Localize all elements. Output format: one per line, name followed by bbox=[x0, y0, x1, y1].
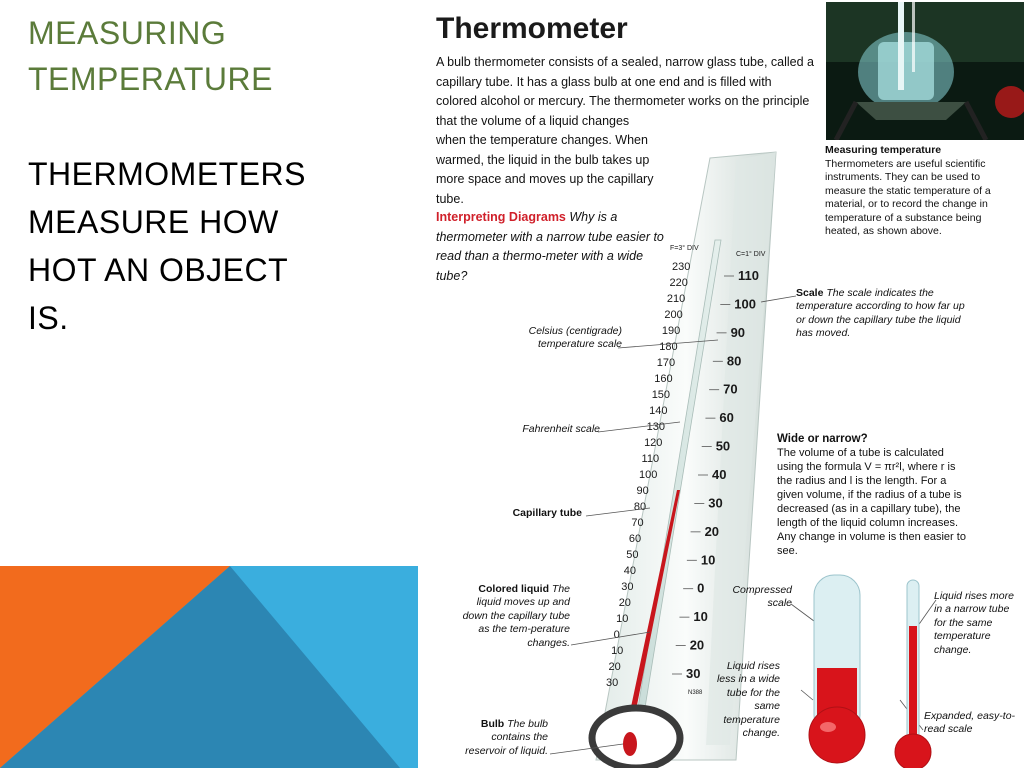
f-tick-label: 30 bbox=[606, 677, 619, 689]
f-tick-label: 140 bbox=[649, 405, 668, 417]
f-tick-label: 200 bbox=[664, 309, 683, 321]
c-tick-label: 20 bbox=[704, 523, 720, 539]
c-tick-label: 30 bbox=[686, 666, 701, 681]
f-tick-label: 230 bbox=[672, 261, 691, 273]
c-tick-label: 60 bbox=[719, 410, 734, 426]
celsius-label: Celsius (centigrade) temperature scale bbox=[528, 325, 622, 351]
f-tick-label: 0 bbox=[613, 629, 620, 641]
slide-body-line-2: MEASURE HOW bbox=[28, 204, 279, 240]
f-tick-label: 10 bbox=[611, 645, 624, 657]
wide-or-narrow-box bbox=[777, 432, 973, 558]
expanded-scale-label: Expanded, easy-to-read scale bbox=[924, 710, 1016, 736]
decorative-triangles bbox=[0, 566, 418, 768]
f-tick-label: 110 bbox=[641, 453, 660, 465]
f-tick-label: 100 bbox=[639, 469, 658, 481]
f-tick-label: 30 bbox=[621, 581, 634, 593]
f-scale-header: F=3° DIV bbox=[670, 245, 699, 252]
intro-paragraph: A bulb thermometer consists of a sealed, narrow glass tube, called a capillary tube. It has a glass bulb at one end and is filled with colored alcohol or mercury. The thermometer works on the principle that the volume of a liquid changes bbox=[436, 55, 814, 128]
intro-paragraph-cont: when the temperature changes. When warmed, the liquid in the bulb takes up more space and moves up the capillary tube. bbox=[436, 133, 654, 206]
question-text: Why is a thermometer with a narrow tube easier to read than a thermo-meter with a wide tube? bbox=[436, 210, 664, 283]
f-tick-label: 80 bbox=[633, 501, 647, 513]
c-scale-header: C=1° DIV bbox=[736, 251, 766, 258]
c-tick-label: 0 bbox=[697, 580, 705, 596]
slide-body-line-4: IS. bbox=[28, 300, 69, 336]
f-tick-label: 180 bbox=[659, 341, 678, 353]
c-tick-label: 50 bbox=[715, 438, 731, 454]
bulb-liquid bbox=[623, 732, 637, 756]
wide-tube-diagram bbox=[809, 575, 865, 763]
scale-callout bbox=[796, 287, 966, 341]
liquid-rises-less-label: Liquid rises less in a wide tube for the same temperature change. bbox=[716, 660, 780, 740]
slide-body-line-3: HOT AN OBJECT bbox=[28, 252, 289, 288]
f-tick-label: 20 bbox=[608, 661, 621, 673]
scale-text: The scale indicates the temperature according to how far up or down the capillary tube the liquid has moved. bbox=[796, 287, 965, 340]
c-tick-label: 30 bbox=[708, 495, 723, 511]
thermometer-brand: N388 bbox=[688, 690, 703, 696]
c-tick-label: 80 bbox=[726, 353, 742, 369]
f-tick-label: 150 bbox=[651, 389, 671, 401]
f-tick-label: 170 bbox=[656, 357, 676, 369]
bulb-callout bbox=[448, 718, 548, 758]
slide-title-line-2: TEMPERATURE bbox=[28, 61, 273, 97]
f-tick-label: 20 bbox=[618, 597, 631, 609]
wide-narrow-text: The volume of a tube is calculated using the formula V = πr²l, where r is the radius and l is the length. For a given volume, if the radius of a tube is decreased (as in a capillary tube), the length of the liquid column increases. Any change in volume is then easier to see. bbox=[777, 447, 966, 557]
f-tick-label: 90 bbox=[636, 485, 649, 497]
c-tick-label: 90 bbox=[730, 324, 746, 340]
f-tick-label: 10 bbox=[616, 613, 629, 625]
c-tick-label: 100 bbox=[734, 296, 756, 312]
f-tick-label: 210 bbox=[666, 293, 686, 305]
question-label: Interpreting Diagrams bbox=[436, 210, 566, 224]
colored-liquid-label: Colored liquid bbox=[478, 583, 549, 595]
c-tick-label: 40 bbox=[712, 467, 727, 482]
photo-caption-title: Measuring temperature bbox=[825, 144, 942, 156]
f-tick-label: 40 bbox=[623, 565, 637, 577]
bulb-text: The bulb contains the reservoir of liquid. bbox=[465, 718, 548, 757]
c-tick-label: 70 bbox=[723, 381, 738, 397]
scale-label: Scale bbox=[796, 287, 824, 299]
fahrenheit-label: Fahrenheit scale bbox=[522, 423, 600, 435]
f-tick-label: 120 bbox=[644, 437, 663, 449]
f-tick-label: 60 bbox=[628, 533, 642, 545]
f-tick-label: 70 bbox=[631, 517, 644, 529]
textbook-heading: Thermometer bbox=[436, 12, 628, 45]
textbook-panel bbox=[418, 0, 1024, 768]
f-tick-label: 160 bbox=[654, 373, 673, 385]
f-tick-label: 50 bbox=[626, 549, 639, 561]
slide-title bbox=[28, 10, 273, 102]
slide-title-line-1: MEASURING bbox=[28, 15, 227, 51]
slide-body-line-1: THERMOMETERS bbox=[28, 156, 306, 192]
compressed-scale-label: Compressed scale bbox=[732, 584, 792, 610]
wide-narrow-title: Wide or narrow? bbox=[777, 433, 868, 445]
f-tick-label: 130 bbox=[646, 421, 665, 433]
f-tick-label: 220 bbox=[669, 277, 688, 289]
c-tick-label: 20 bbox=[689, 637, 705, 653]
c-tick-label: 10 bbox=[700, 552, 716, 568]
narrow-tube-diagram bbox=[895, 580, 931, 768]
photo-caption-text: Thermometers are useful scientific instruments. They can be used to measure the static temperature of a material, or to record the change in temperature of a substance being heated, as shown above. bbox=[825, 157, 991, 237]
capillary-tube-label: Capillary tube bbox=[512, 507, 582, 519]
bulb-label: Bulb bbox=[480, 718, 505, 730]
c-tick-label: 10 bbox=[693, 609, 708, 625]
colored-liquid-callout bbox=[458, 583, 570, 650]
liquid-rises-more-label: Liquid rises more in a narrow tube for the same temperature change. bbox=[934, 590, 1014, 656]
f-tick-label: 190 bbox=[661, 325, 681, 337]
c-tick-label: 110 bbox=[738, 268, 759, 283]
colored-liquid-text: The liquid moves up and down the capillary tube as the tem-perature changes. bbox=[462, 583, 570, 649]
slide-body bbox=[28, 150, 338, 342]
